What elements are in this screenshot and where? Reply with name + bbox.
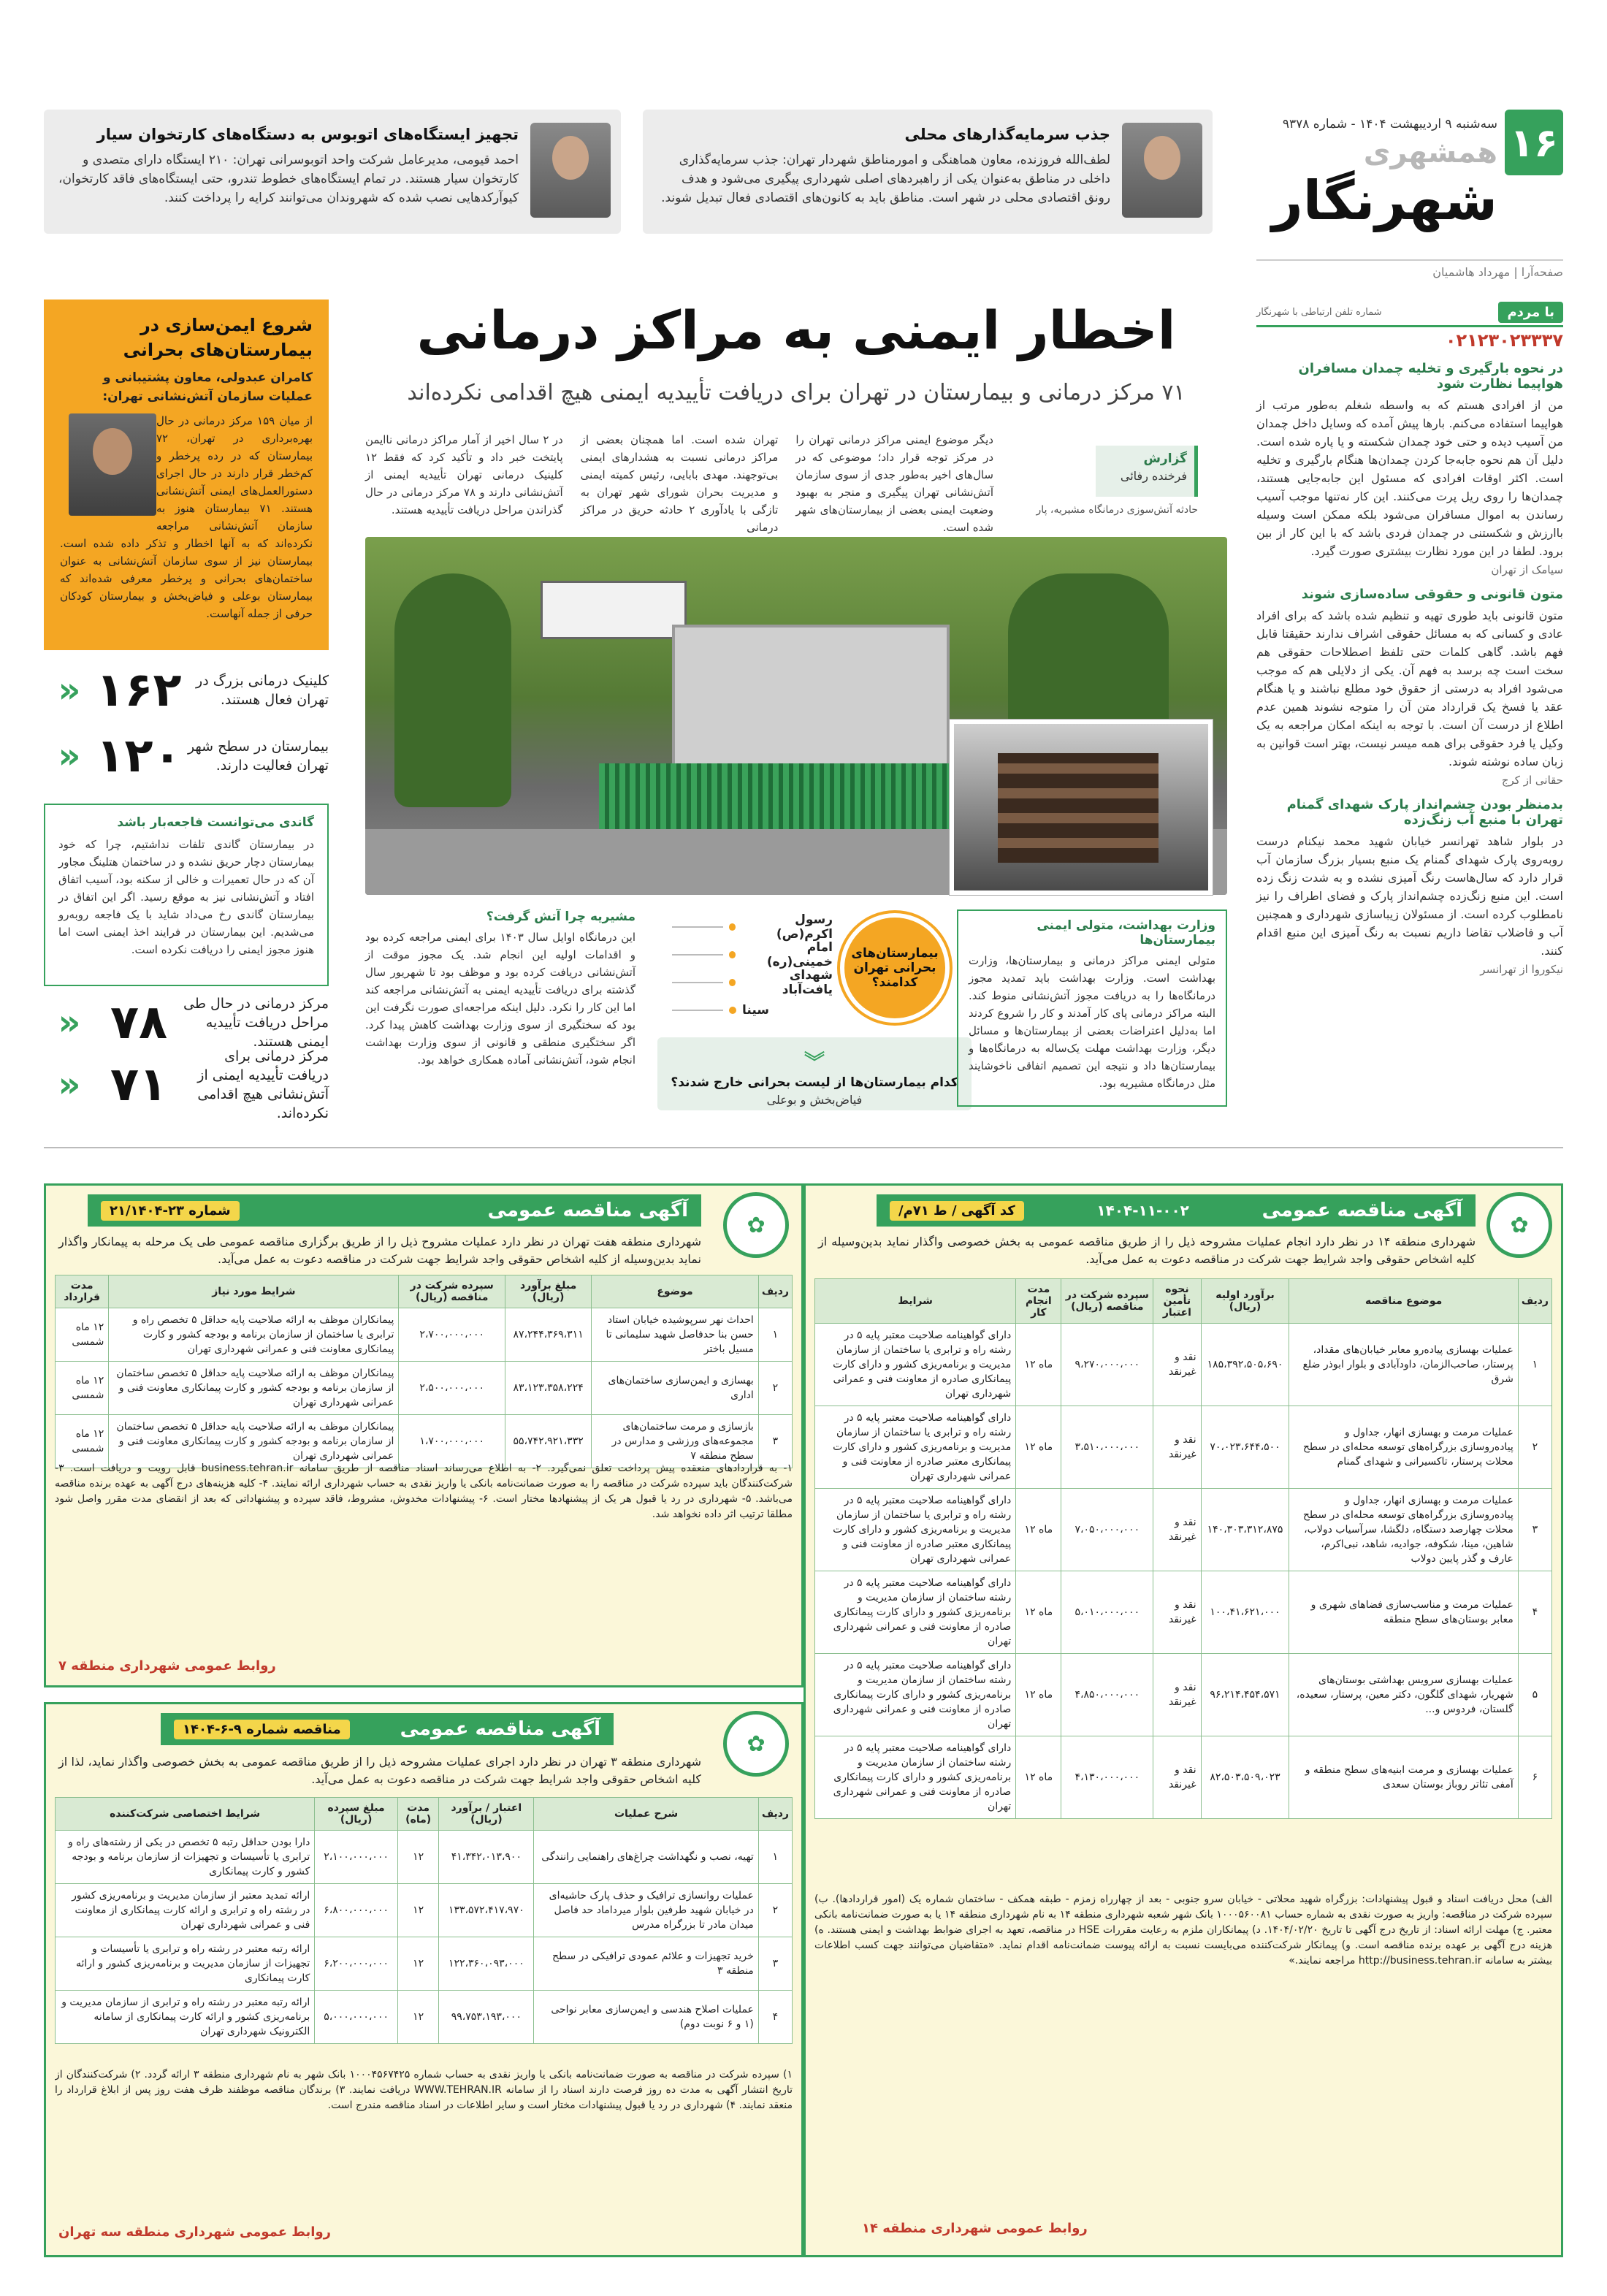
table-cell: عملیات مرمت و بهسازی انهار، جداول و پیاده‌روسازی بزرگراه‌های توسعه محله‌ای در سطح محلات پرستار، تاکسیرانی و شهدای گمنام <box>1289 1406 1518 1489</box>
table-cell: پیمانکاران موظف به ارائه صلاحیت پایه حداقل ۵ تخصص ساختمان از سازمان برنامه و بودجه کشور و کارت پیمانکاری معاونت فنی و عمرانی شهرداری تهران <box>109 1362 399 1415</box>
table-cell: ۱۲۲،۳۶۰،۰۹۳،۰۰۰ <box>439 1937 534 1991</box>
reader-tag: با مردم <box>1498 302 1563 323</box>
table-cell: پیمانکاران موظف به ارائه صلاحیت پایه حداقل ۵ تخصص ساختمان از سازمان برنامه و بودجه کشور و کارت پیمانکاری معاونت فنی و عمرانی شهرداری تهران <box>109 1415 399 1468</box>
gandi-title: گاندی می‌توانست فاجعه‌بار باشد <box>117 815 314 830</box>
ad-conditions: ۱- به قراردادهای منعقده پیش پرداخت تعلق نمی‌گیرد. ۲- به اطلاع می‌رساند اسناد مناقصه از طریق سامانه business.tehran.ir قابل رویت و دریافت است. ۳- شرکت‌کنندگان باید سپرده شرکت در مناقصه را به صورت ضمانت‌نامه بانکی یا واریز نقدی به حساب شهرداری ارائه نمایند. ۴- کلیه هزینه‌های درج آگهی به عهده برنده مناقصه می‌باشد. ۵- شهرداری در رد یا قبول هر یک از پیشنهادها مختار است. ۶- پیشنهادات مخدوش، مشروط، فاقد سپرده و پیشنهاداتی که بعد از انقضای مدت مقرر واصل شود مطلقا ترتیب اثر داده نخواهد شد. <box>55 1462 793 1520</box>
column-header: ردیف <box>758 1798 792 1831</box>
teaser-title: جذب سرمایه‌گذارهای محلی <box>904 126 1110 143</box>
why-body: این درمانگاه اوایل سال ۱۴۰۳ برای ایمنی مراجعه کرده بود و اقدامات اولیه این انجام شد. یک مجوز موقت از آتش‌نشانی دریافت کرده بود و موظف بود تا شهریور سال گذشته برای دریافت تأییدیه ایمنی به آتش‌نشانی مراجعه کند اما این کار را نکرد. دلیل اینکه مراجعه‌ای صورت نگرفت این بود که سختگیری از سوی وزارت بهداشت کاهش پیدا کرد. اگر سختگیری منطقی و قانونی از سوی وزارت بهداشت انجام شود، آتش‌نشانی آماده همکاری خواهد بود. <box>365 931 635 1067</box>
table-cell: ۲،۵۰۰،۰۰۰،۰۰۰ <box>399 1362 505 1415</box>
column-header: شرایط مورد نیاز <box>109 1275 399 1308</box>
table-cell: نقد و غیرنقد <box>1153 1736 1201 1819</box>
reader-column <box>1256 300 1563 1096</box>
bullet-icon <box>729 923 736 931</box>
stat-label: مرکز درمانی در حال طی مراحل دریافت تأییدیه ایمنی هستند. <box>183 996 329 1050</box>
column-header: موضوع <box>592 1275 759 1308</box>
ad-footer: روابط عمومی شهرداری منطقه ۱۴ <box>862 2221 1088 2236</box>
reader-header <box>1256 300 1563 327</box>
column-header: سپرده شرکت در مناقصه (ریال) <box>1061 1279 1153 1324</box>
table-cell: ۴،۱۳۰،۰۰۰،۰۰۰ <box>1061 1736 1153 1819</box>
stat-in-progress <box>44 993 329 1052</box>
table-cell: عملیات مرمت و بهسازی انهار، جداول و پیاده‌روسازی بزرگراه‌های توسعه محله‌ای در سطح محلات چهارصد دستگاه، دلگشا، سرآسیاب دولاب، شاهین، مینا، شکوفه، جوادیه، شاهد، نبی‌اکرم، عارف و گذر پایین دولاب <box>1289 1489 1518 1571</box>
table-cell: ۸۳،۱۲۳،۳۵۸،۲۲۴ <box>505 1362 592 1415</box>
table-cell: ۹۶،۲۱۴،۴۵۴،۵۷۱ <box>1201 1654 1289 1736</box>
letter-body: من از افرادی هستم که به واسطه شغلم به‌طور مرتب از هواپیما استفاده می‌کنم. بارها پیش آمده که وسایل داخل چمدان من آسیب دیده و حتی خود چمدان شکسته و یا پاره شده است. دلیل آن هم نحوه جابه‌جا کردن چمدان‌ها هنگام بارگیری و تخلیه است. اکثر اوقات افرادی که مسئول این جابه‌جایی هستند، چمدان‌ها را روی ریل پرت می‌کنند. این کار نه‌تنها موجب آسیب رساندن به اموال مسافران می‌شود بلکه ممکن است وسیله باارزش و شکستنی در چمدان فردی باشد که با این کار از بین برود. لطفا در این مورد نظارت بیشتری صورت گیرد. <box>1256 398 1563 558</box>
municipality-logo-icon: ✿ <box>1486 1192 1552 1258</box>
letter-signature: حقانی از کرج <box>1501 774 1563 787</box>
table-row <box>56 1991 793 2044</box>
column-header: ردیف <box>1518 1279 1551 1324</box>
table-row <box>56 1308 793 1362</box>
bullet-icon <box>729 979 736 986</box>
table-cell: نقد و غیرنقد <box>1153 1324 1201 1406</box>
critical-hospitals-diagram <box>657 906 964 1052</box>
table-cell: ۳،۵۱۰،۰۰۰،۰۰۰ <box>1061 1406 1153 1489</box>
table-row <box>815 1406 1552 1489</box>
burned-clinic-photo <box>950 720 1213 895</box>
table-cell: ۴ <box>1518 1571 1551 1654</box>
ad-footer: روابط عمومی شهرداری منطقه سه تهران <box>58 2224 332 2240</box>
dateline: سه‌شنبه ۹ اردیبهشت ۱۴۰۴ - شماره ۹۳۷۸ <box>1282 117 1497 131</box>
ad-ref: شماره ۲۳-۲۱/۱۴۰۴ <box>101 1201 240 1221</box>
table-cell: ۹۹،۷۵۳،۱۹۳،۰۰۰ <box>439 1991 534 2044</box>
table-cell: ۱۰۰،۴۱،۶۲۱،۰۰۰ <box>1201 1571 1289 1654</box>
reader-phone-label: شماره تلفن ارتباطی با شهرنگار <box>1256 307 1382 318</box>
story-subhead: ۷۱ مرکز درمانی و بیمارستان در تهران برای دریافت تأییدیه ایمنی هیچ اقدامی نکرده‌اند <box>407 380 1186 405</box>
letter-signature: سیامک از تهران <box>1491 563 1563 576</box>
table-cell: ۵،۰۱۰،۰۰۰،۰۰۰ <box>1061 1571 1153 1654</box>
table-cell: ۱۲ ماه <box>1016 1736 1061 1819</box>
ministry-body: متولی ایمنی مراکز درمانی و بیمارستان‌ها، وزارت بهداشت است. وزارت بهداشت باید تمدید مجوز درمانگاه‌ها را به دریافت مجوز آتش‌نشانی منوط کند. البته مراکز درمانی پای کار آمدند و کار را شروع کردند اما به‌دلیل اعتراضات بعضی از بیمارستان‌ها و مسائل دیگر، وزارت بهداشت مهلت یک‌ساله به درمانگاه‌ها و بیمارستان‌ها داد و نتیجه این تصمیم اتفاقی ناخوشایند مثل درمانگاه مشیریه بود. <box>969 954 1215 1090</box>
table-cell: عملیات روانسازی ترافیک و حذف پارک حاشیه‌ای در خیابان شهید طرفین بلوار میرداماد حد فاصل میدان مادر تا بزرگراه مدرس <box>534 1884 759 1937</box>
page-number: ۱۶ <box>1505 110 1563 175</box>
gandi-body: در بیمارستان گاندی تلفات نداشتیم، چرا که خود بیمارستان دچار حریق نشده و در ساختمان هتلینگ مجاور آن که در حال تعمیرات و خالی از سکنه بود، آسیب اتفاق افتاد و آتش‌نشانی نیز به موقع رسید. اگر این اتفاق در بیمارستان گاندی رخ می‌داد شاید با یک فاجعه روبه‌رو می‌شدیم. این بیمارستان در فرایند اخذ ایمنی است اما هنوز مجوز ایمنی را دریافت نکرده است. <box>58 838 314 956</box>
connector-line <box>672 926 723 928</box>
table-cell: ارائه رتبه معتبر در رشته راه و ترابری از سازمان مدیریت و برنامه‌ریزی کشور و ارائه کارت پیمانکاری از سامانه الکترونیک شهرداری تهران <box>56 1991 315 2044</box>
hospital-name: رسول اکرم(ص) <box>776 912 833 942</box>
stat-clinics <box>44 661 329 720</box>
table-cell: ۱۲ ماه <box>1016 1406 1061 1489</box>
table-cell: ۶،۲۰۰،۰۰۰،۰۰۰ <box>315 1937 398 1991</box>
table-cell: دارای گواهینامه صلاحیت معتبر پایه ۵ در رشته راه و ترابری یا ساختمان از سازمان مدیریت و برنامه‌ریزی کشور و دارای کارت پیمانکاری معتبر صادره از معاونت فنی و عمرانی شهرداری تهران <box>815 1489 1016 1571</box>
column-header: اعتبار / برآورد (ریال) <box>439 1798 534 1831</box>
table-cell: ۲،۱۰۰،۰۰۰،۰۰۰ <box>315 1831 398 1884</box>
letter-title: در نحوه بارگیری و تخلیه چمدان مسافران هواپیما نظارت شود <box>1298 361 1563 392</box>
ad-conditions: الف) محل دریافت اسناد و قبول پیشنهادات: بزرگراه شهید محلاتی - خیابان سرو جنوبی - بعد از چهارراه زمزم - طبقه همکف - ساختمان شماره یک (امور قراردادها). ب) سپرده شرکت در مناقصه: واریز به صورت نقدی به شماره حساب ۱۰۰۰۵۶۰۰۸۱ بانک شهر شعبه شهرداری منطقه ۱۴ به نام شهرداری منطقه ۱۴ یا به صورت ضمانت‌نامه بانکی معتبر. ج) مهلت ارائه اسناد: از تاریخ درج آگهی تا تاریخ ۱۴۰۴/۰۲/۲۰. د) پیمانکاران ملزم به رعایت مقررات HSE در مناقصه، تعهد به اجرای ضوابط بهداشت و ایمنی هستند. ه) هزینه درج آگهی بر عهده برنده مناقصه است. و) پیمانکار شرکت‌کننده می‌بایست نسبت به ارائه پیوست ضمانت‌نامه اقدام نماید. «متقاضیان می‌توانند جهت کسب اطلاعات بیشتر به سامانه http://business.tehran.ir مراجعه نمایند.» <box>814 1893 1552 1967</box>
table-header-row <box>56 1275 793 1308</box>
brand-logo: شهرنگار <box>1272 169 1497 232</box>
table-cell: نقد و غیرنقد <box>1153 1406 1201 1489</box>
table-row <box>815 1489 1552 1571</box>
table-row <box>56 1415 793 1468</box>
table-cell: ۴،۸۵۰،۰۰۰،۰۰۰ <box>1061 1654 1153 1736</box>
ad-intro: شهرداری منطقه ۳ تهران در نظر دارد اجرای عملیات مشروحه ذیل را از طریق مناقصه عمومی به بخش خصوصی واگذار نماید، لذا از کلیه اشخاص حقوقی واجد شرایط جهت شرکت در مناقصه دعوت به عمل می‌آید. <box>58 1755 702 1786</box>
double-chevron-icon: « <box>58 1002 81 1043</box>
table-cell: ۷۰،۰۲۳،۶۴۴،۵۰۰ <box>1201 1406 1289 1489</box>
table-cell: ۱ <box>758 1831 792 1884</box>
table-cell: ۴۱،۳۴۲،۰۱۳،۹۰۰ <box>439 1831 534 1884</box>
teaser-portrait <box>1122 123 1202 218</box>
column-header: شرایط <box>815 1279 1016 1324</box>
hospital-item <box>672 941 833 969</box>
table-cell: بهسازی و ایمن‌سازی ساختمان‌های اداری <box>592 1362 759 1415</box>
teaser-portrait <box>530 123 611 218</box>
table-cell: ۳ <box>758 1415 792 1468</box>
table-row <box>56 1884 793 1937</box>
table-cell: ۱ <box>758 1308 792 1362</box>
teaser-title: تجهیز ایستگاه‌های اتوبوس به دستگاه‌های کارتخوان سیار <box>96 126 519 143</box>
table-cell: پیمانکاران موظف به ارائه صلاحیت پایه حداقل ۵ تخصص راه و ترابری یا ساختمان از سازمان برنامه و بودجه کشور و کارت پیمانکاری معاونت فنی و عمرانی شهرداری تهران <box>109 1308 399 1362</box>
table-cell: ارائه تمدید معتبر از سازمان مدیریت و برنامه‌ریزی کشور در رشته راه و ترابری و ارائه کارت پیمانکاری از معاونت فنی و عمرانی شهرداری تهران <box>56 1884 315 1937</box>
column-header: مدت (ماه) <box>397 1798 439 1831</box>
ministry-box <box>957 909 1227 1107</box>
hospital-name: شهدای یافت‌آباد <box>782 968 833 997</box>
stat-number: ۷۱ <box>110 1058 168 1112</box>
ad-code: کد آگهی / ط ۷۱م/ <box>890 1201 1024 1221</box>
connector-line <box>672 954 723 956</box>
story-headline: اخطار ایمنی به مراکز درمانی <box>416 300 1176 361</box>
ad-intro: شهرداری منطقه ۱۴ در نظر دارد انجام عملیات مشروحه ذیل را از طریق مناقصه عمومی به بخش خصوصی واگذار نماید بدین‌وسیله از کلیه اشخاص حقوقی واجد شرایط جهت شرکت در مناقصه دعوت به عمل می‌آید. <box>818 1235 1476 1266</box>
table-cell: دارای گواهینامه صلاحیت معتبر پایه ۵ در رشته راه و ترابری یا ساختمان از سازمان مدیریت و برنامه‌ریزی کشور و دارای کارت پیمانکاری صادره از معاونت فنی و عمرانی شهرداری تهران <box>815 1324 1016 1406</box>
interview-speaker: کامران عبدولی، معاون پشتیبانی و عملیات سازمان آتش‌نشانی تهران: <box>102 370 313 404</box>
ad-conditions: ۱) سپرده شرکت در مناقصه به صورت ضمانت‌نامه بانکی یا واریز نقدی به حساب شماره ۱۰۰۰۴۵۶۷۴۲۵ بانک شهر به نام شهرداری منطقه ۳ ارائه گردد. ۲) شرکت‌کنندگان از تاریخ انتشار آگهی به مدت ده روز فرصت دارند اسناد را از سامانه WWW.TEHRAN.IR دریافت نمایند. ۳) برندگان مناقصه موظفند ظرف هفت روز پس از ابلاغ قرارداد را منعقد نمایند. ۴) شهرداری در رد یا قبول پیشنهادات مختار است و سایر اطلاعات در اسناد مناقصه مندرج است. <box>55 2069 793 2111</box>
teaser-body: احمد قیومی، مدیرعامل شرکت واحد اتوبوسرانی تهران: ۲۱۰ ایستگاه دارای متصدی و کارتخوان سیار هستند. در تمام ایستگاه‌های خطوط تندرو، حتی ایستگاه‌های فاقد کارتخوان، کیوآرکدهایی نصب شده که شهروندان می‌توانند کرایه را پرداخت کنند. <box>58 153 519 205</box>
tender-table <box>55 1275 793 1468</box>
stat-number: ۷۸ <box>110 996 168 1050</box>
table-cell: تهیه، نصب و نگهداشت چراغ‌های راهنمایی رانندگی <box>534 1831 759 1884</box>
table-cell: ۷،۰۵۰،۰۰۰،۰۰۰ <box>1061 1489 1153 1571</box>
table-row <box>56 1362 793 1415</box>
letter-title: بدمنظر بودن چشم‌انداز پارک شهدای گمنام تهران با منبع آب زنگ‌زده <box>1286 797 1563 828</box>
column-header: موضوع مناقصه <box>1289 1279 1518 1324</box>
interview-box <box>44 300 329 650</box>
story-lead <box>365 431 993 536</box>
lead-paragraph: دیگر موضوع ایمنی مراکز درمانی تهران را در مرکز توجه قرار داد؛ موضوعی که در سال‌های اخیر به‌طور جدی از سوی سازمان آتش‌نشانی تهران پیگیری و منجر به بهبود وضعیت ایمنی بعضی از بیمارستان‌های شهر شده است. <box>795 433 993 534</box>
interview-portrait <box>69 413 156 516</box>
table-row <box>815 1324 1552 1406</box>
lead-paragraph: در ۲ سال اخیر از آمار مراکز درمانی ناایمن پایتخت خبر داد و تأکید کرد که فقط ۱۲ کلینیک درمانی تهران تأییدیه ایمنی از آتش‌نشانی دارند و ۷۸ مرکز درمانی در حال گذراندن مراحل دریافت تأییدیه هستند. <box>364 433 563 516</box>
connector-line <box>672 982 723 983</box>
table-cell: ۱۳۳،۵۷۲،۴۱۷،۹۷۰ <box>439 1884 534 1937</box>
table-row <box>815 1736 1552 1819</box>
column-header: شرح عملیات <box>534 1798 759 1831</box>
ad-title: آگهی مناقصه عمومی <box>1261 1200 1462 1221</box>
table-row <box>56 1937 793 1991</box>
municipality-logo-icon: ✿ <box>723 1711 789 1777</box>
column-header: برآورد اولیه (ریال) <box>1201 1279 1289 1324</box>
table-cell: ۵۵،۷۴۲،۹۲۱،۳۳۲ <box>505 1415 592 1468</box>
ministry-title: وزارت بهداشت، متولی ایمنی بیمارستان‌ها <box>1037 918 1215 947</box>
table-cell: احداث نهر سرپوشیده خیابان استاد حسن بنا حدفاصل شهید سلیمانی تا مسیل باختر <box>592 1308 759 1362</box>
table-row <box>815 1571 1552 1654</box>
table-cell: دارا بودن حداقل رتبه ۵ تخصص در یکی از رشته‌های راه و ترابری یا تأسیسات و تجهیزات از سازمان برنامه و بودجه کشور و کارت پیمانکاری <box>56 1831 315 1884</box>
letter-title: متون قانونی و حقوقی ساده‌سازی شوند <box>1301 587 1563 602</box>
table-cell: عملیات بهسازی پیاده‌رو معابر خیابان‌های مقداد، پرستار، صاحب‌الزمان، داودآبادی و بلوار ابوذر ضلع شرق <box>1289 1324 1518 1406</box>
bullet-icon <box>729 1007 736 1014</box>
stat-label: مرکز درمانی برای دریافت تأییدیه ایمنی از آتش‌نشانی هیچ اقدامی نکرده‌اند. <box>197 1048 329 1121</box>
connector-line <box>672 1010 723 1011</box>
table-cell: نقد و غیرنقد <box>1153 1489 1201 1571</box>
stat-label: بیمارستان در سطح شهر تهران فعالیت دارند. <box>187 739 329 774</box>
bullet-icon <box>729 951 736 958</box>
stat-label: کلینیک درمانی بزرگ در تهران فعال هستند. <box>196 673 329 708</box>
letter-body: متون قانونی باید طوری تهیه و تنظیم شده باشد که برای افراد عادی و کسانی که به مسائل حقوقی اشراف ندارند حقیقتا قابل فهم باشد. گاهی کلمات حتی تلفظ اصطلاحات حقوقی هم سخت است چه برسد به فهم آن. یکی از دلایلی هم که موجب می‌شود افراد به درستی از حقوق خود مطلع نباشند و یا هنگام عقد یا فسخ یک قرارداد متن آن را متوجه نشوند همین عدم اطلاع از درست آن است. با توجه به اینکه امکان مراجعه به یک وکیل یا فرد حقوقی برای همه میسر نیست، بهتر است قوانین به زبان ساده نوشته شوند. <box>1256 609 1563 768</box>
reader-letter <box>1256 797 1563 976</box>
table-cell: ۵ <box>1518 1654 1551 1736</box>
table-header-row <box>56 1798 793 1831</box>
removed-hospitals-box <box>657 1037 972 1110</box>
ad-footer: روابط عمومی شهرداری منطقه ۷ <box>58 1658 276 1674</box>
tender-table <box>814 1278 1552 1819</box>
table-cell: ۲ <box>758 1884 792 1937</box>
column-header: مبلغ سپرده (ریال) <box>315 1798 398 1831</box>
hospital-item <box>672 913 833 941</box>
table-cell: ۱۲ <box>397 1991 439 2044</box>
table-cell: ۱۲ ماه <box>1016 1571 1061 1654</box>
double-chevron-icon: « <box>58 736 81 777</box>
table-cell: ۳ <box>758 1937 792 1991</box>
reader-letter <box>1256 361 1563 576</box>
hospital-item <box>672 996 833 1024</box>
byline-name: فرخنده رفائی <box>1120 469 1187 483</box>
table-cell: ۱ <box>1518 1324 1551 1406</box>
table-cell: ۱۲ <box>397 1937 439 1991</box>
table-cell: ۲،۷۰۰،۰۰۰،۰۰۰ <box>399 1308 505 1362</box>
gandi-box <box>44 804 329 986</box>
column-header: ردیف <box>758 1275 792 1308</box>
teaser-body: لطف‌الله فروزنده، معاون هماهنگی و امورمناطق شهردار تهران: جذب سرمایه‌گذاری داخلی در مناطق به‌عنوان یکی از راهبردهای اصلی شهرداری پیگیری می‌شود و هدف رونق اقتصادی محلی در شهر است. مناطق باید به کانون‌های اقتصادی فعال تبدیل شوند. <box>661 153 1110 205</box>
table-cell: ۶،۸۰۰،۰۰۰،۰۰۰ <box>315 1884 398 1937</box>
table-cell: ۱۲ ماه شمسی <box>56 1362 109 1415</box>
table-cell: ارائه رتبه معتبر در رشته راه و ترابری یا تأسیسات و تجهیزات از سازمان مدیریت و برنامه‌ریزی کشور و ارائه کارت پیمانکاری <box>56 1937 315 1991</box>
ad-banner <box>88 1194 701 1227</box>
stat-hospitals <box>44 727 329 785</box>
byline-tag: گزارش <box>1143 451 1187 466</box>
table-cell: عملیات اصلاح هندسی و ایمن‌سازی معابر نواحی (۱ و ۶ نوبت دوم) <box>534 1991 759 2044</box>
table-cell: ۱۲ ماه <box>1016 1489 1061 1571</box>
ad-banner <box>877 1194 1476 1227</box>
table-cell: عملیات بهسازی سرویس بهداشتی بوستان‌های شهریار، شهدای گلگون، دکتر معین، پرستار، سعیده، گلستان، فردوس و... <box>1289 1654 1518 1736</box>
column-header: مبلغ برآورد (ریال) <box>505 1275 592 1308</box>
municipality-logo-icon: ✿ <box>723 1192 789 1258</box>
section-divider <box>44 1147 1563 1148</box>
stat-number: ۱۲۰ <box>96 729 182 783</box>
reader-letter <box>1256 587 1563 787</box>
table-cell: ۱۲ ماه <box>1016 1324 1061 1406</box>
table-cell: ۱،۷۰۰،۰۰۰،۰۰۰ <box>399 1415 505 1468</box>
table-cell: عملیات مرمت و مناسب‌سازی فضاهای شهری و معابر بوستان‌های سطح منطقه <box>1289 1571 1518 1654</box>
lead-paragraph: تهران شده است. اما همچنان بعضی از مراکز درمانی نسبت به هشدارهای ایمنی بی‌توجهند. مهدی بابایی، رئیس کمیته ایمنی و مدیریت بحران شورای شهر تهران به تازگی با یادآوری ۲ حادثه حریق در مراکز درمانی <box>580 433 779 534</box>
brand-subtitle: همشهری <box>1363 136 1497 169</box>
table-cell: ۱۲ ماه شمسی <box>56 1308 109 1362</box>
table-cell: ۱۸۵،۳۹۲،۵۰۵،۶۹۰ <box>1201 1324 1289 1406</box>
table-cell: دارای گواهینامه صلاحیت معتبر پایه ۵ در رشته ساختمان از سازمان مدیریت و برنامه‌ریزی کشور و دارای کارت پیمانکاری صادره از معاونت فنی و عمرانی شهرداری تهران <box>815 1736 1016 1819</box>
double-chevron-icon: « <box>58 670 81 711</box>
stat-no-action <box>44 1048 329 1121</box>
table-cell: ۱۲ <box>397 1831 439 1884</box>
ad-title: آگهی مناقصه عمومی <box>400 1718 600 1740</box>
column-header: شرایط اختصاصی شرکت‌کننده <box>56 1798 315 1831</box>
photo-signboard <box>541 581 687 639</box>
table-cell: ۲ <box>1518 1406 1551 1489</box>
column-header: مدت انجام کار <box>1016 1279 1061 1324</box>
photo-caption: حادثه آتش‌سوزی درمانگاه مشیریه، پار <box>1036 504 1198 516</box>
table-cell: ۵،۰۰۰،۰۰۰،۰۰۰ <box>315 1991 398 2044</box>
table-cell: نقد و غیرنقد <box>1153 1571 1201 1654</box>
table-cell: ۱۲ ماه شمسی <box>56 1415 109 1468</box>
editor-credit: صفحه‌آرا | مهرداد هاشمیان <box>1256 259 1563 279</box>
table-row <box>815 1654 1552 1736</box>
table-cell: ۱۲ <box>397 1884 439 1937</box>
question-title: کدام بیمارستان‌ها از لیست بحرانی خارج شدند؟ <box>671 1075 958 1090</box>
table-cell: ۸۲،۵۰۳،۵۰۹،۰۲۳ <box>1201 1736 1289 1819</box>
table-cell: دارای گواهینامه صلاحیت معتبر پایه ۵ در رشته ساختمان از سازمان مدیریت و برنامه‌ریزی کشور و دارای کارت پیمانکاری صادره از معاونت فنی و عمرانی شهرداری تهران <box>815 1654 1016 1736</box>
table-cell: دارای گواهینامه صلاحیت معتبر پایه ۵ در رشته ساختمان از سازمان مدیریت و برنامه‌ریزی کشور و دارای کارت پیمانکاری صادره از معاونت فنی و عمرانی شهرداری تهران <box>815 1571 1016 1654</box>
table-cell: نقد و غیرنقد <box>1153 1654 1201 1736</box>
table-cell: خرید تجهیزات و علائم عمودی ترافیکی در سطح منطقه ۳ <box>534 1937 759 1991</box>
question-answer: فیاض‌بخش و بوعلی <box>766 1093 863 1107</box>
hospital-name: سینا <box>742 1003 769 1018</box>
ad-banner <box>161 1713 614 1745</box>
why-fire-column <box>365 909 635 1069</box>
table-cell: ۱۲ ماه <box>1016 1654 1061 1736</box>
column-header: سپرده شرکت در مناقصه (ریال) <box>399 1275 505 1308</box>
table-row <box>56 1831 793 1884</box>
ad-intro: شهرداری منطقه هفت تهران در نظر دارد عملیات مشروح ذیل را از طریق برگزاری مناقصه عمومی طی یک مرحله به پیمانکار واگذار نماید بدین‌وسیله از کلیه اشخاص حقوقی واجد شرایط جهت شرکت در مناقصه دعوت به عمل می‌آید. <box>58 1235 701 1266</box>
table-cell: ۱۴۰،۳۰۳،۳۱۲،۸۷۵ <box>1201 1489 1289 1571</box>
table-cell: عملیات بهسازی و مرمت ابنیه‌های سطح منطقه و آمفی تئاتر روباز بوستان سعدی <box>1289 1736 1518 1819</box>
why-title: مشیریه چرا آتش گرفت؟ <box>486 909 635 924</box>
byline <box>1096 446 1198 497</box>
column-header: نحوه تأمین اعتبار <box>1153 1279 1201 1324</box>
table-cell: ۳ <box>1518 1489 1551 1571</box>
table-cell: ۹،۲۷۰،۰۰۰،۰۰۰ <box>1061 1324 1153 1406</box>
table-cell: دارای گواهینامه صلاحیت معتبر پایه ۵ در رشته راه و ترابری یا ساختمان از سازمان مدیریت و برنامه‌ریزی کشور و دارای کارت پیمانکاری معتبر صادره از معاونت فنی و عمرانی شهرداری تهران <box>815 1406 1016 1489</box>
teaser-investment[interactable] <box>643 110 1213 234</box>
table-cell: ۸۷،۲۴۴،۳۶۹،۳۱۱ <box>505 1308 592 1362</box>
reader-phone[interactable]: ۰۲۱۲۳۰۲۳۳۳۷ <box>1445 330 1563 351</box>
table-cell: بازسازی و مرمت ساختمان‌های مجموعه‌های ورزشی و مدارس در سطح منطقه ۷ <box>592 1415 759 1468</box>
interview-body: از میان ۱۵۹ مرکز درمانی در حال بهره‌برداری در تهران، ۷۲ بیمارستان که در رده پرخطر و کم‌خطر قرار دارند در حال اجرای دستورالعمل‌های ایمنی آتش‌نشانی هستند. ۷۱ بیمارستان هنوز به سازمان آتش‌نشانی مراجعه نکرده‌اند که به آنها اخطار و تذکر داده شده است. بیمارستان نیز از سوی سازمان آتش‌نشانی به عنوان ساختمان‌های بحرانی و پرخطر معرفی شده‌اند که بیمارستان بوعلی و فیاض‌بخش و بیمارستان کودکان حرفی از جمله آنهاست. <box>60 414 313 620</box>
photo-tree <box>394 573 511 807</box>
letter-signature: نیکوروا از تهرانسر <box>1480 963 1563 976</box>
table-cell: ۶ <box>1518 1736 1551 1819</box>
ad-ref: ۱۴۰۴-۱۱-۰۰۲ <box>1096 1202 1189 1219</box>
letter-body: در بلوار شاهد تهرانسر خیابان شهید محمد نیکنام درست روبه‌روی پارک شهدای گمنام یک منبع بسیار بزرگ سازمان آب قرار دارد که سال‌هاست رنگ آمیزی نشده و به شدت زنگ زده است. این منبع زنگ‌زده چشم‌انداز پارک و فضای اطراف را نیز نامطلوب کرده است. از مسئولان زیباسازی شهرداری و همچنین آب و فاضلاب تقاضا داریم نسبت به رنگ آمیزی این منبع اقدام کنند. <box>1256 834 1563 958</box>
hospital-item <box>672 969 833 996</box>
interview-title: شروع ایمن‌سازی در بیمارستان‌های بحرانی <box>123 315 313 360</box>
tender-table <box>55 1797 793 2044</box>
stat-number: ۱۶۲ <box>96 663 182 717</box>
critical-hospitals-badge: بیمارستان‌های بحرانی تهران کدامند؟ <box>840 913 950 1023</box>
table-cell: ۲ <box>758 1362 792 1415</box>
table-cell: ۴ <box>758 1991 792 2044</box>
ad-ref: مناقصه شماره ۹-۶-۱۴۰۴ <box>174 1720 350 1739</box>
table-header-row <box>815 1279 1552 1324</box>
hospital-name: امام خمینی(ره) <box>766 940 833 969</box>
ad-title: آگهی مناقصه عمومی <box>487 1200 688 1221</box>
double-chevron-icon: « <box>58 1064 81 1105</box>
teaser-bus-stations[interactable] <box>44 110 621 234</box>
column-header: مدت قرارداد <box>56 1275 109 1308</box>
chevron-down-icon: ︾ <box>804 1050 825 1074</box>
hospital-list <box>672 913 833 1024</box>
